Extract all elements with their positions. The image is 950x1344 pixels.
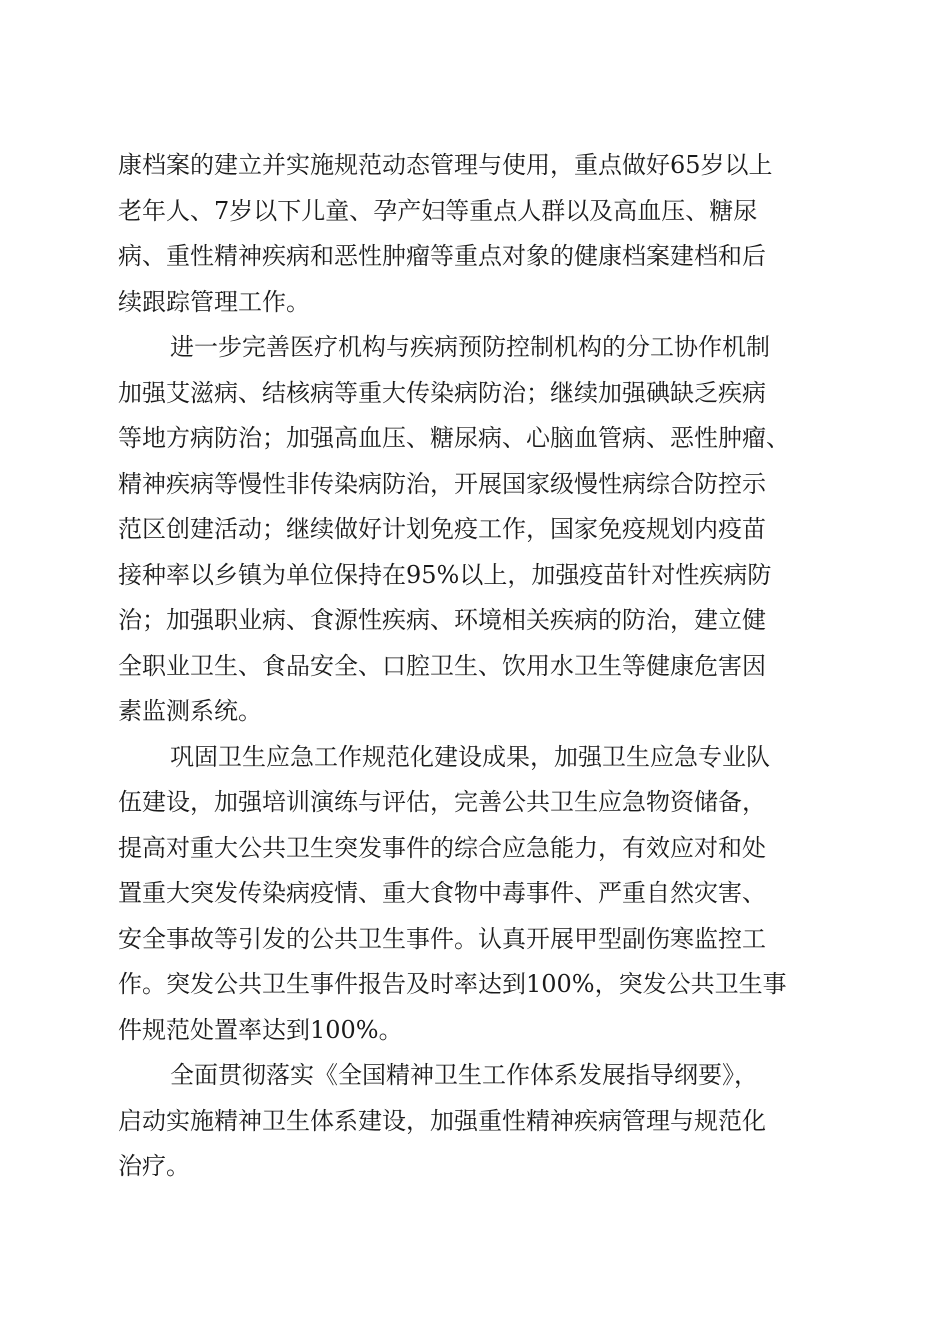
text-line: 续跟踪管理工作。 bbox=[118, 287, 310, 316]
text-line: 治；加强职业病、食源性疾病、环境相关疾病的防治，建立健 bbox=[118, 606, 766, 634]
text-line: 加强艾滋病、结核病等重大传染病防治；继续加强碘缺乏疾病 bbox=[118, 378, 766, 407]
text-line: 作。突发公共卫生事件报告及时率达到100%，突发公共卫生事 bbox=[118, 970, 787, 998]
text-line: 伍建设，加强培训演练与评估，完善公共卫生应急物资储备， bbox=[118, 788, 766, 816]
text-line: 提高对重大公共卫生突发事件的综合应急能力，有效应对和处 bbox=[118, 833, 766, 862]
text-line: 巩固卫生应急工作规范化建设成果，加强卫生应急专业队 bbox=[170, 742, 770, 771]
text-line: 老年人、7岁以下儿童、孕产妇等重点人群以及高血压、糖尿 bbox=[118, 196, 758, 225]
text-line: 范区创建活动；继续做好计划免疫工作，国家免疫规划内疫苗 bbox=[118, 515, 766, 543]
text-line: 件规范处置率达到100%。 bbox=[118, 1015, 403, 1044]
text-line: 治疗。 bbox=[118, 1152, 190, 1180]
text-line: 进一步完善医疗机构与疾病预防控制机构的分工协作机制 bbox=[170, 333, 770, 361]
body-text bbox=[118, 143, 838, 1190]
text-line: 病、重性精神疾病和恶性肿瘤等重点对象的健康档案建档和后 bbox=[118, 242, 766, 270]
text-line: 素监测系统。 bbox=[118, 697, 262, 725]
text-line: 精神疾病等慢性非传染病防治，开展国家级慢性病综合防控示 bbox=[118, 469, 766, 498]
text-line: 安全事故等引发的公共卫生事件。认真开展甲型副伤寒监控工 bbox=[118, 924, 766, 953]
text-line: 等地方病防治；加强高血压、糖尿病、心脑血管病、恶性肿瘤、 bbox=[118, 424, 790, 452]
text-line: 全面贯彻落实《全国精神卫生工作体系发展指导纲要》， bbox=[170, 1061, 758, 1089]
text-line: 康档案的建立并实施规范动态管理与使用，重点做好65岁以上 bbox=[118, 151, 773, 179]
text-line: 全职业卫生、食品安全、口腔卫生、饮用水卫生等健康危害因 bbox=[118, 651, 766, 680]
text-line: 置重大突发传染病疫情、重大食物中毒事件、严重自然灾害、 bbox=[118, 879, 766, 907]
text-line: 接种率以乡镇为单位保持在95%以上，加强疫苗针对性疾病防 bbox=[118, 560, 772, 589]
text-line: 启动实施精神卫生体系建设，加强重性精神疾病管理与规范化 bbox=[118, 1106, 766, 1135]
